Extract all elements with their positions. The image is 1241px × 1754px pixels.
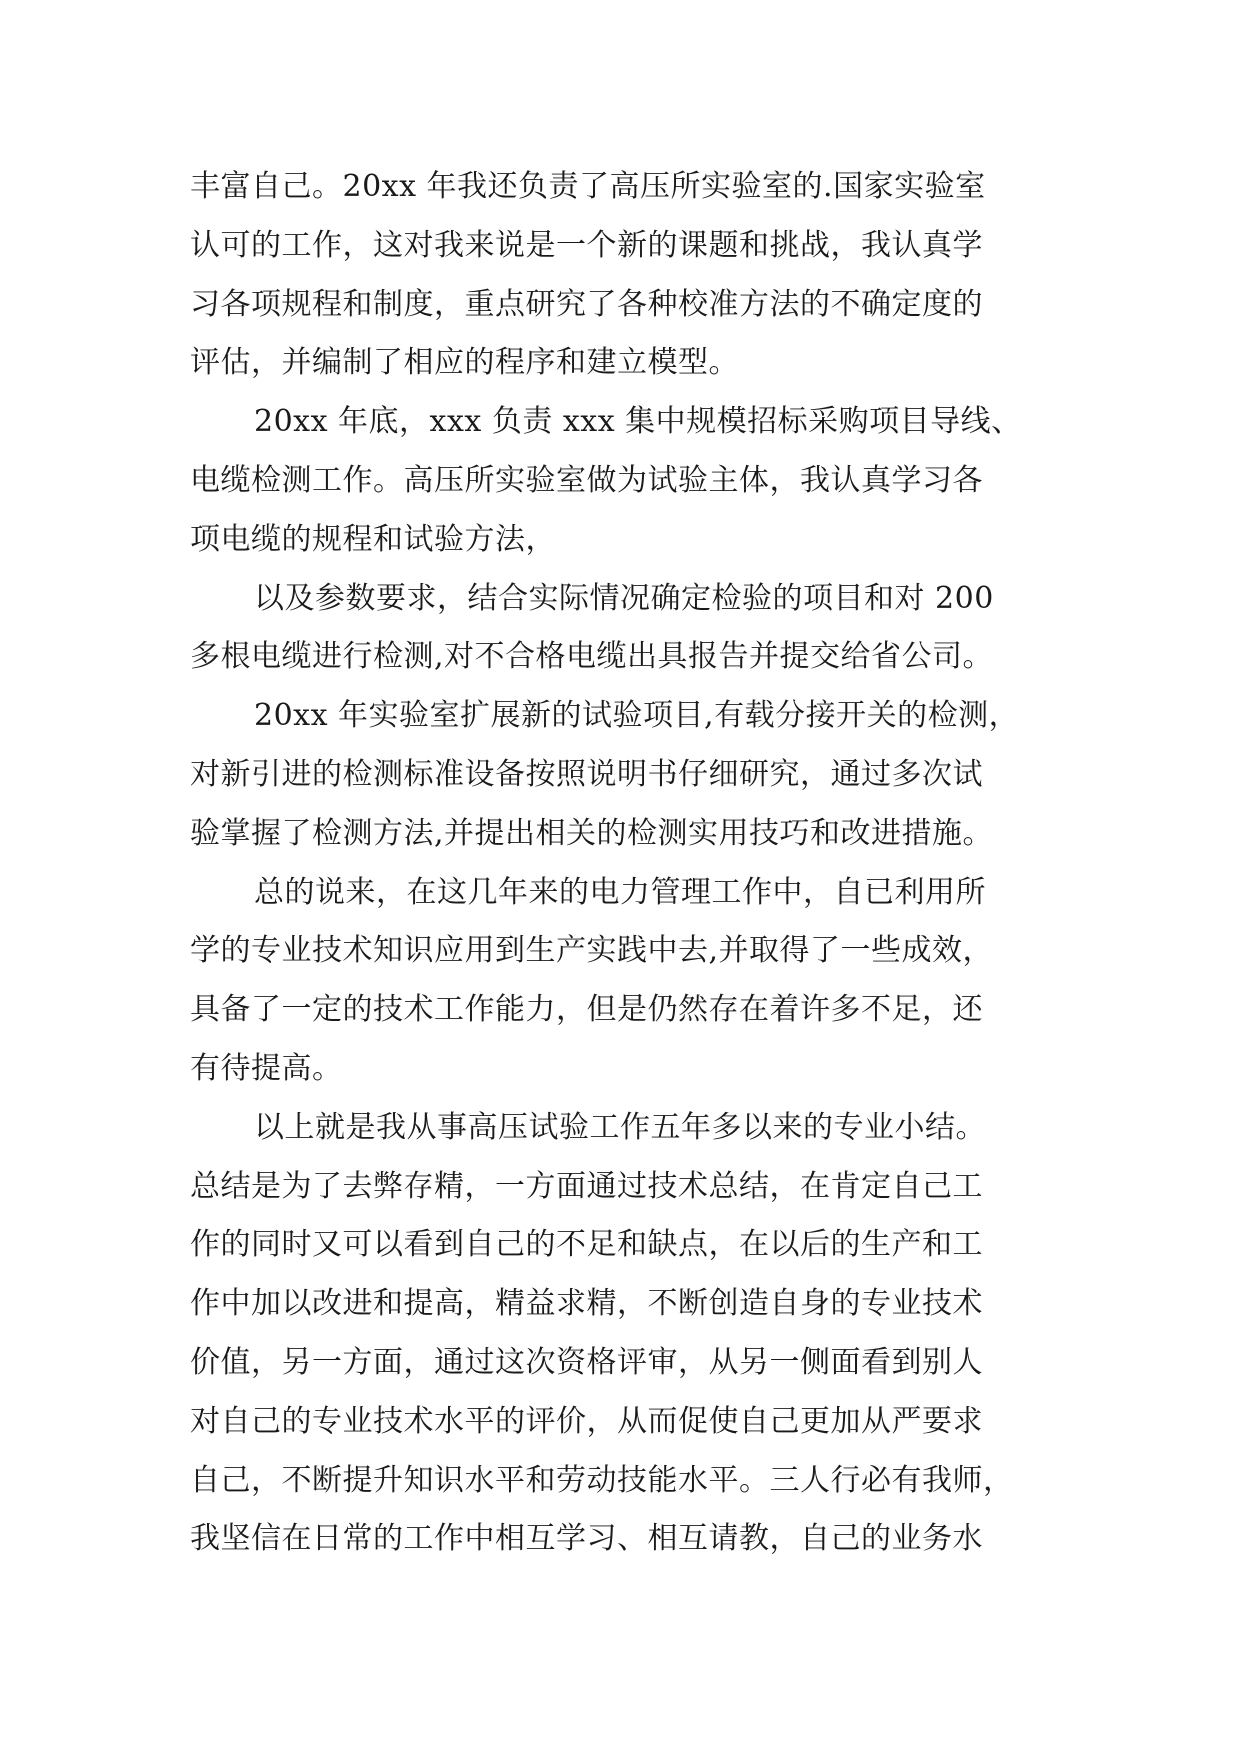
text-line: 认可的工作，这对我来说是一个新的课题和挑战，我认真学 [190, 227, 983, 263]
text-line: 我坚信在日常的工作中相互学习、相互请教，自己的业务水 [190, 1521, 983, 1557]
text-line: 作的同时又可以看到自己的不足和缺点，在以后的生产和工 [190, 1227, 983, 1263]
text-line: 多根电缆进行检测,对不合格电缆出具报告并提交给省公司。 [190, 639, 994, 675]
text-line: 学的专业技术知识应用到生产实践中去,并取得了一些成效， [190, 933, 994, 969]
text-line: 作中加以改进和提高，精益求精，不断创造自身的专业技术 [190, 1286, 983, 1322]
text-line: 价值，另一方面，通过这次资格评审，从另一侧面看到别人 [190, 1344, 983, 1380]
text-line: 总结是为了去弊存精，一方面通过技术总结，在肯定自己工 [190, 1168, 983, 1204]
text-line: 验掌握了检测方法,并提出相关的检测实用技巧和改进措施。 [190, 815, 994, 851]
text-line: 20xx 年实验室扩展新的试验项目,有载分接开关的检测， [254, 698, 1020, 734]
text-line: 评估，并编制了相应的程序和建立模型。 [190, 345, 739, 381]
text-line: 对自己的专业技术水平的评价，从而促使自己更加从严要求 [190, 1403, 983, 1439]
text-line: 具备了一定的技术工作能力，但是仍然存在着许多不足，还 [190, 992, 983, 1028]
text-line: 习各项规程和制度，重点研究了各种校准方法的不确定度的 [190, 286, 983, 322]
text-line: 以及参数要求，结合实际情况确定检验的项目和对 200 [254, 580, 994, 616]
text-line: 总的说来，在这几年来的电力管理工作中，自已利用所 [254, 874, 986, 910]
text-line: 项电缆的规程和试验方法， [190, 521, 556, 557]
text-line: 电缆检测工作。高压所实验室做为试验主体，我认真学习各 [190, 462, 983, 498]
document-body [190, 158, 1070, 1569]
text-line: 20xx 年底，xxx 负责 xxx 集中规模招标采购项目导线、 [254, 404, 1022, 440]
text-line: 有待提高。 [190, 1050, 343, 1086]
text-line: 以上就是我从事高压试验工作五年多以来的专业小结。 [254, 1109, 986, 1145]
text-line: 对新引进的检测标准设备按照说明书仔细研究，通过多次试 [190, 756, 983, 792]
text-line: 自己，不断提升知识水平和劳动技能水平。三人行必有我师， [190, 1462, 1014, 1498]
text-line: 丰富自己。20xx 年我还负责了高压所实验室的.国家实验室 [190, 169, 986, 204]
